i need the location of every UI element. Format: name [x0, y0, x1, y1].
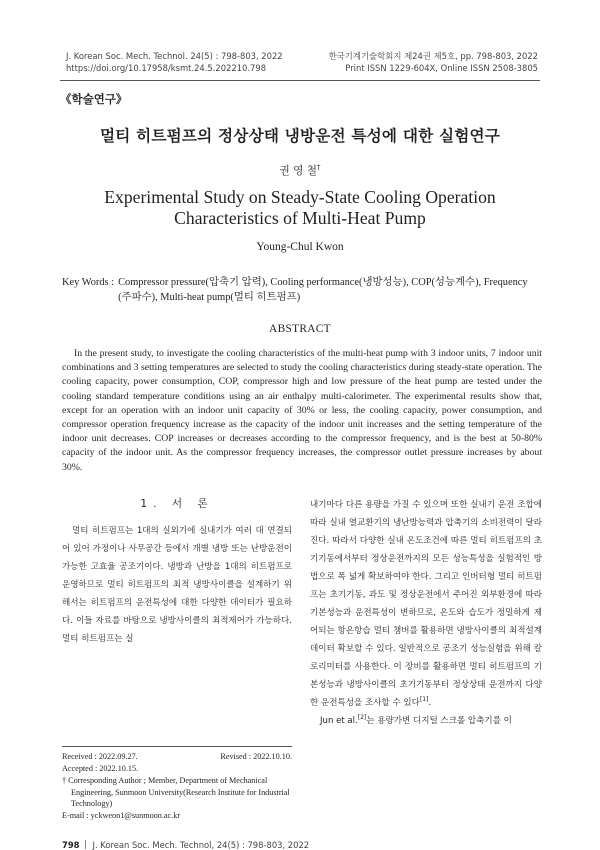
footer-divider	[85, 840, 86, 849]
section-heading-introduction: 1. 서 론	[140, 498, 214, 510]
abstract-heading: ABSTRACT	[269, 323, 331, 335]
intro-paragraph-2-text: 는 용량가변 디지털 스크롤 압축기를 이	[366, 716, 512, 726]
author-korean	[60, 163, 540, 178]
footnote-corresponding	[62, 775, 301, 821]
footer-journal: J. Korean Soc. Mech. Technol, 24(5) : 798-803, 2022	[92, 840, 310, 850]
journal-citation-kr: 한국기계기술학회지 제24권 제5호, pp. 798-803, 2022	[328, 51, 538, 61]
page-number: 798	[62, 840, 80, 850]
article-category: 《학술연구》	[60, 92, 128, 106]
left-column	[62, 496, 292, 648]
received-date: Received : 2022.09.27.	[62, 752, 138, 761]
abstract-body: In the present study, to investigate the cooling characteristics of the multi-heat pump with 3 indoor units, 7 indoor unit combinations and 3 setting temperatures are selected to study the cooling characteristics during steady-state operation. The cooling capacity, power consumption, COP, compressor high and low pressure of the heat pump are tested under the cooling standard temperature conditions using an air enthalpy multi-calorimeter. The experimental results show that, except for an operation with an indoor unit capacity of 30% or less, the cooling capacity, power consumption, and compressor operation frequency increase as the capacity of the indoor unit increases and the setting temperature of the indoor unit decreases. COP increases or decreases according to the compressor frequency, and is the best at 50-80% capacity of the indoor unit. As the compressor frequency increases, the compressor outlet pressure increases by about 30%.	[62, 348, 542, 473]
intro-paragraph-2	[310, 712, 542, 730]
title-english	[60, 187, 540, 229]
doi-link[interactable]: https://doi.org/10.17958/ksmt.24.5.202210.798	[66, 63, 267, 73]
running-header-right	[329, 50, 538, 74]
title-english-line2: Characteristics of Multi-Heat Pump	[174, 208, 426, 228]
journal-citation: J. Korean Soc. Mech. Technol. 24(5) : 798-803, 2022	[66, 51, 283, 61]
footnote-dates	[62, 751, 292, 774]
citation-ref-1[interactable]: [1]	[419, 696, 429, 704]
keywords-label: Key Words :	[62, 277, 115, 288]
keywords-list: Compressor pressure(압축기 압력), Cooling performance(냉방성능), COP(성능계수), Frequency (주파수), Multi-heat pump(멀티 히트펌프)	[118, 277, 528, 303]
author-english: Young-Chul Kwon	[256, 241, 344, 253]
intro-continued-text: 내기마다 다른 용량을 가질 수 있으며 또한 실내기 운전 조합에 따라 실내 열교환기의 냉난방능력과 압축기의 소비전력이 달라진다. 따라서 다양한 실내 온도조건에 따른 멀티 히트펌프의 초기기동에서부터 정상운전까지의 모든 성능특성을 실험적인 방법으로 폭 넓게 확보하여야 한다. 그리고 인버터형 멀티 히트펌프는 초기기동, 과도 및 정상운전에서 주어진 외부환경에 따라 기본성능과 운전특성이 변하므로, 온도와 습도가 정밀하게 제어되는 항온항습 멀티 챔버를 활용하면 냉방사이클의 최적설계 데이터 확보할 수 있다. 일반적으로 공조기 성능실험을 위해 칼로리미터를 사용한다. 이 장비를 활용하면 멀티 히트펌프의 기본성능과 냉방사이클의 초기기동부터 정상상태 운전까지 다양한 운전특성을 조사할 수 있다	[310, 500, 542, 708]
issn-info: Print ISSN 1229-604X, Online ISSN 2508-3805	[345, 63, 538, 73]
header-rule	[60, 80, 540, 81]
page-footer	[62, 840, 309, 850]
corresponding-author: † Corresponding Author ; Member, Department of Mechanical Engineering, Sunmoon University(Research Institute for Industrial Technology)	[62, 776, 290, 808]
cited-author: Jun et al.	[320, 716, 358, 726]
author-korean-name: 권 영 철	[279, 165, 317, 177]
corresponding-email[interactable]: E-mail : yckweon1@sunmoon.ac.kr	[62, 810, 181, 820]
right-column	[310, 496, 542, 730]
keywords	[62, 275, 542, 305]
title-english-line1: Experimental Study on Steady-State Cooling Operation	[104, 187, 496, 207]
intro-paragraph-continued	[310, 496, 542, 712]
accepted-date: Accepted : 2022.10.15.	[62, 763, 139, 773]
running-header-left	[66, 50, 283, 74]
revised-date: Revised : 2022.10.10.	[220, 752, 292, 761]
title-korean: 멀티 히트펌프의 정상상태 냉방운전 특성에 대한 실험연구	[99, 127, 501, 145]
footnote-rule	[62, 746, 292, 747]
intro-paragraph-1: 멀티 히트펌프는 1대의 실외기에 실내기가 여러 대 연결되어 있어 가정이나 사무공간 등에서 개별 냉방 또는 난방운전이 가능한 고효율 공조기이다. 냉방과 난방을 1대의 히트펌프로 운영하므로 멀티 히트펌프의 최적 냉방사이클을 설계하기 위해서는 히트펌프의 운전특성에 대한 다양한 데이터가 필요하다. 이들 자료를 바탕으로 냉방사이클의 최적제어가 가능하다. 멀티 히트펌프는 실	[62, 526, 292, 644]
sentence-end: .	[428, 698, 432, 708]
corresponding-mark: †	[316, 163, 321, 172]
citation-ref-2[interactable]: [2]	[357, 714, 367, 722]
